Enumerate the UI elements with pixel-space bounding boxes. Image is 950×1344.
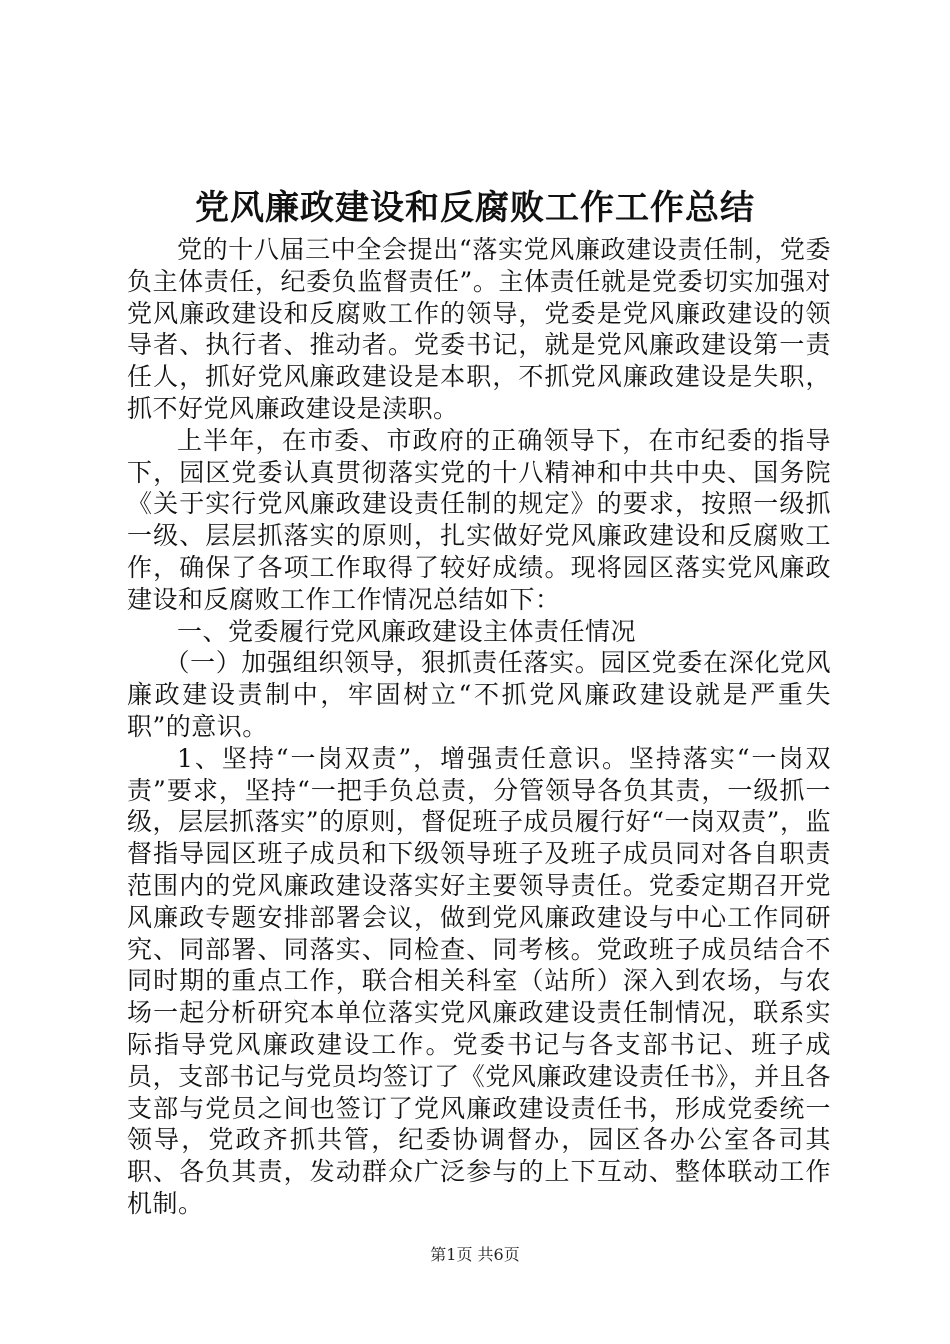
- document-title: 党风廉政建设和反腐败工作工作总结: [195, 188, 755, 228]
- page-number: 第1页 共6页: [430, 1245, 520, 1264]
- paragraph-summary: 上半年，在市委、市政府的正确领导下，在市纪委的指导下，园区党委认真贯彻落实党的十八精神和中共中央、国务院《关于实行党风廉政建设责任制的规定》的要求，按照一级抓一级、层层抓落实的原则，扎实做好党风廉政建设和反腐败工作，确保了各项工作取得了较好成绩。现将园区落实党风廉政建设和反腐败工作工作情况总结如下：: [127, 425, 831, 614]
- paragraph-intro: 党的十八届三中全会提出“落实党风廉政建设责任制，党委负主体责任，纪委负监督责任”。主体责任就是党委切实加强对党风廉政建设和反腐败工作的领导，党委是党风廉政建设的领导者、执行者、推动者。党委书记，就是党风廉政建设第一责任人，抓好党风廉政建设是本职，不抓党风廉政建设是失职，抓不好党风廉政建设是渎职。: [127, 235, 831, 423]
- paragraph-item-1: 1、坚持“一岗双责”，增强责任意识。坚持落实“一岗双责”要求，坚持“一把手负总责，分管领导各负其责，一级抓一级，层层抓落实”的原则，督促班子成员履行好“一岗双责”，监督指导园区班子成员和下级领导班子及班子成员同对各自职责范围内的党风廉政建设落实好主要领导责任。党委定期召开党风廉政专题安排部署会议，做到党风廉政建设与中心工作同研究、同部署、同落实、同检查、同考核。党政班子成员结合不同时期的重点工作，联合相关科室（站所）深入到农场，与农场一起分析研究本单位落实党风廉政建设责任制情况，联系实际指导党风廉政建设工作。党委书记与各支部书记、班子成员，支部书记与党员均签订了《党风廉政建设责任书》，并且各支部与党员之间也签订了党风廉政建设责任书，形成党委统一领导，党政齐抓共管，纪委协调督办，园区各办公室各司其职、各负其责，发动群众广泛参与的上下互动、整体联动工作机制。: [127, 743, 832, 1218]
- subsection-heading: （一）加强组织领导，狠抓责任落实。园区党委在深化党风廉政建设责制中，牢固树立“不抓党风廉政建设就是严重失职”的意识。: [127, 648, 831, 741]
- section-heading: 一、党委履行党风廉政建设主体责任情况: [177, 616, 637, 646]
- document-body: [127, 234, 831, 1220]
